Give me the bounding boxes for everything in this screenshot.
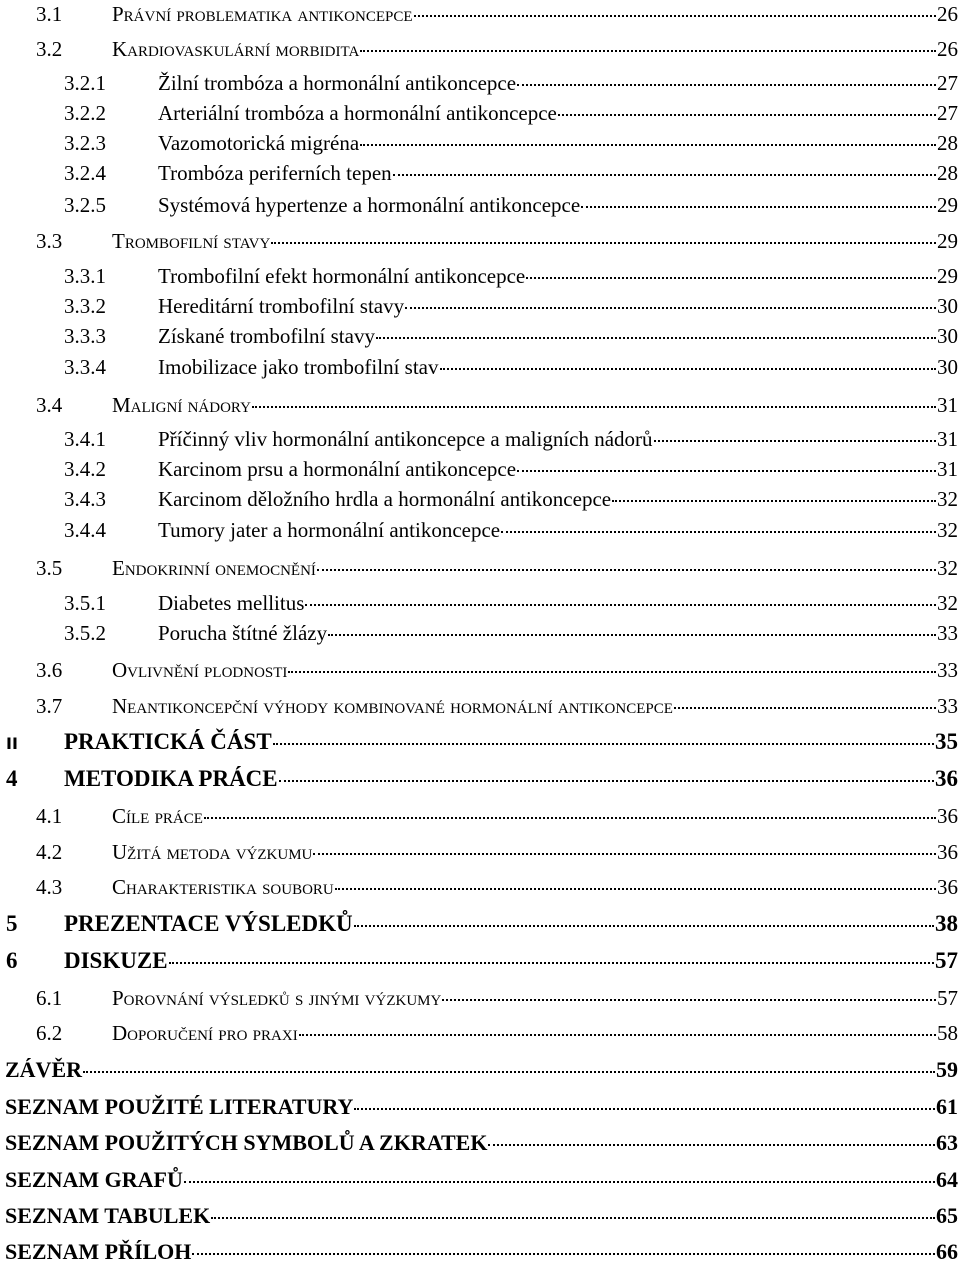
entry-page: 59 xyxy=(936,1057,958,1082)
toc-entry[interactable] xyxy=(0,875,958,900)
entry-page: 57 xyxy=(935,948,958,973)
entry-page: 30 xyxy=(937,355,958,379)
entry-page: 66 xyxy=(936,1239,958,1264)
entry-number: 3.2.3 xyxy=(64,131,106,155)
dot-leader xyxy=(299,1034,936,1036)
entry-number: 3.4.3 xyxy=(64,487,106,511)
entry-page: 33 xyxy=(937,621,958,645)
entry-number: 3.2.2 xyxy=(64,101,106,125)
entry-page: 36 xyxy=(937,840,958,864)
toc-entry[interactable] xyxy=(0,621,958,646)
entry-page: 30 xyxy=(937,294,958,318)
dot-leader xyxy=(279,780,934,782)
toc-entry[interactable] xyxy=(0,1130,958,1156)
entry-page: 29 xyxy=(937,264,958,288)
entry-number: 5 xyxy=(6,911,18,936)
entry-title: METODIKA PRÁCE xyxy=(64,766,278,791)
entry-number: 3.4 xyxy=(36,393,63,417)
entry-title: Získané trombofilní stavy xyxy=(158,324,375,348)
dot-leader xyxy=(313,853,936,855)
entry-page: 26 xyxy=(937,2,958,26)
toc-entry[interactable] xyxy=(0,556,958,581)
toc-entry[interactable] xyxy=(0,393,958,418)
entry-page: 26 xyxy=(937,37,958,61)
toc-entry[interactable] xyxy=(0,986,958,1011)
entry-number: II xyxy=(6,734,18,753)
dot-leader xyxy=(305,604,936,606)
entry-title: Užitá metoda výzkumu xyxy=(112,840,313,864)
dot-leader xyxy=(558,114,936,116)
entry-page: 31 xyxy=(937,393,958,417)
entry-page: 32 xyxy=(937,556,958,580)
dot-leader xyxy=(328,634,936,636)
entry-page: 36 xyxy=(935,766,958,791)
toc-entry[interactable] xyxy=(0,1094,958,1120)
entry-title: SEZNAM GRAFŮ xyxy=(5,1167,183,1192)
dot-leader xyxy=(440,368,936,370)
dot-leader xyxy=(654,440,936,442)
entry-page: 32 xyxy=(937,591,958,615)
entry-page: 57 xyxy=(937,986,958,1010)
entry-title: Imobilizace jako trombofilní stav xyxy=(158,355,439,379)
entry-title: Doporučení pro praxi xyxy=(112,1021,298,1045)
toc-entry[interactable] xyxy=(0,294,958,319)
entry-title: Charakteristika souboru xyxy=(112,875,334,899)
entry-page: 58 xyxy=(937,1021,958,1045)
dot-leader xyxy=(517,84,936,86)
toc-entry[interactable] xyxy=(0,1057,958,1083)
toc-entry[interactable] xyxy=(0,1203,958,1229)
toc-entry[interactable] xyxy=(0,591,958,616)
entry-page: 64 xyxy=(936,1167,958,1192)
entry-title: PREZENTACE VÝSLEDKŮ xyxy=(64,911,353,936)
entry-title: SEZNAM PŘÍLOH xyxy=(5,1239,192,1264)
dot-leader xyxy=(376,337,936,339)
toc-entry[interactable] xyxy=(0,804,958,829)
entry-number: 3.4.1 xyxy=(64,427,106,451)
toc-entry[interactable] xyxy=(0,518,958,543)
entry-number: 3.1 xyxy=(36,2,63,26)
entry-title: Trombofilní efekt hormonální antikoncepce xyxy=(158,264,526,288)
toc-entry[interactable] xyxy=(0,911,958,937)
toc-entry[interactable] xyxy=(0,2,958,27)
dot-leader xyxy=(674,707,936,709)
dot-leader xyxy=(405,307,936,309)
entry-page: 30 xyxy=(937,324,958,348)
entry-number: 3.3 xyxy=(36,229,63,253)
toc-entry[interactable] xyxy=(0,193,958,218)
entry-number: 3.2.1 xyxy=(64,71,106,95)
entry-page: 31 xyxy=(937,427,958,451)
dot-leader xyxy=(517,470,936,472)
toc-entry[interactable] xyxy=(0,1167,958,1193)
entry-number: 3.5.2 xyxy=(64,621,106,645)
toc-entry[interactable] xyxy=(0,457,958,482)
entry-title: SEZNAM POUŽITÉ LITERATURY xyxy=(5,1094,354,1119)
dot-leader xyxy=(354,925,934,927)
dot-leader xyxy=(414,15,936,17)
dot-leader xyxy=(526,277,936,279)
toc-entry[interactable] xyxy=(0,71,958,96)
entry-number: 3.5 xyxy=(36,556,63,580)
entry-title: Endokrinní onemocnění xyxy=(112,556,316,580)
entry-number: 6 xyxy=(6,948,18,973)
entry-title: Žilní trombóza a hormonální antikoncepce xyxy=(158,71,517,95)
entry-number: 6.1 xyxy=(36,986,63,1010)
entry-title: Vazomotorická migréna xyxy=(158,131,360,155)
entry-number: 3.3.1 xyxy=(64,264,106,288)
dot-leader xyxy=(360,144,936,146)
entry-title: Neantikoncepční výhody kombinované hormonální antikoncepce xyxy=(112,694,673,718)
dot-leader xyxy=(442,999,936,1001)
entry-number: 4.2 xyxy=(36,840,63,864)
entry-page: 38 xyxy=(935,911,958,936)
entry-page: 63 xyxy=(936,1130,958,1155)
entry-title: Porovnání výsledků s jinými výzkumy xyxy=(112,986,442,1010)
toc-entry[interactable] xyxy=(0,1239,958,1265)
entry-page: 28 xyxy=(937,131,958,155)
entry-number: 3.6 xyxy=(36,658,63,682)
entry-title: Systémová hypertenze a hormonální antikoncepce xyxy=(158,193,581,217)
entry-title: Tumory jater a hormonální antikoncepce xyxy=(158,518,501,542)
entry-number: 3.2 xyxy=(36,37,63,61)
entry-title: Ovlivnění plodnosti xyxy=(112,658,288,682)
entry-page: 35 xyxy=(935,729,958,754)
toc-entry[interactable] xyxy=(0,427,958,452)
toc-entry[interactable] xyxy=(0,658,958,683)
dot-leader xyxy=(83,1071,935,1073)
dot-leader xyxy=(273,743,934,745)
toc-entry[interactable] xyxy=(0,487,958,512)
entry-title: Právní problematika antikoncepce xyxy=(112,2,413,26)
entry-number: 3.2.5 xyxy=(64,193,106,217)
dot-leader xyxy=(335,888,936,890)
entry-title: Trombofilní stavy xyxy=(112,229,271,253)
entry-title: Arteriální trombóza a hormonální antikoncepce xyxy=(158,101,557,125)
dot-leader xyxy=(204,817,936,819)
entry-title: Maligní nádory xyxy=(112,393,251,417)
entry-number: 3.5.1 xyxy=(64,591,106,615)
toc-entry[interactable] xyxy=(0,1021,958,1046)
toc-entry[interactable] xyxy=(0,355,958,380)
entry-title: ZÁVĚR xyxy=(5,1057,83,1082)
entry-page: 27 xyxy=(937,71,958,95)
entry-title: Karcinom prsu a hormonální antikoncepce xyxy=(158,457,517,481)
toc-entry[interactable] xyxy=(0,131,958,156)
entry-title: Diabetes mellitus xyxy=(158,591,305,615)
entry-page: 65 xyxy=(936,1203,958,1228)
dot-leader xyxy=(317,569,936,571)
toc-entry[interactable] xyxy=(0,694,958,719)
toc-entry[interactable] xyxy=(0,101,958,126)
entry-page: 33 xyxy=(937,658,958,682)
toc-entry[interactable] xyxy=(0,766,958,792)
entry-number: 3.3.3 xyxy=(64,324,106,348)
entry-page: 61 xyxy=(936,1094,958,1119)
entry-title: Karcinom děložního hrdla a hormonální antikoncepce xyxy=(158,487,612,511)
entry-page: 29 xyxy=(937,193,958,217)
dot-leader xyxy=(271,242,936,244)
entry-title: Kardiovaskulární morbidita xyxy=(112,37,360,61)
entry-number: 6.2 xyxy=(36,1021,63,1045)
dot-leader xyxy=(354,1108,935,1110)
entry-number: 3.4.2 xyxy=(64,457,106,481)
entry-page: 36 xyxy=(937,875,958,899)
dot-leader xyxy=(169,962,934,964)
dot-leader xyxy=(211,1217,935,1219)
entry-number: 3.2.4 xyxy=(64,161,106,185)
entry-title: Cíle práce xyxy=(112,804,203,828)
entry-page: 31 xyxy=(937,457,958,481)
entry-title: Porucha štítné žlázy xyxy=(158,621,328,645)
entry-number: 3.3.2 xyxy=(64,294,106,318)
dot-leader xyxy=(488,1144,935,1146)
entry-page: 32 xyxy=(937,487,958,511)
toc-entry[interactable] xyxy=(0,229,958,254)
toc-entry[interactable] xyxy=(0,840,958,865)
entry-number: 4.1 xyxy=(36,804,63,828)
toc-entry[interactable] xyxy=(0,264,958,289)
entry-page: 33 xyxy=(937,694,958,718)
entry-title: PRAKTICKÁ ČÁST xyxy=(64,729,272,754)
dot-leader xyxy=(501,531,936,533)
entry-number: 3.3.4 xyxy=(64,355,106,379)
entry-number: 4.3 xyxy=(36,875,63,899)
entry-title: SEZNAM TABULEK xyxy=(5,1203,211,1228)
entry-title: Příčinný vliv hormonální antikoncepce a maligních nádorů xyxy=(158,427,653,451)
entry-title: Trombóza periferních tepen xyxy=(158,161,392,185)
toc-entry[interactable] xyxy=(0,324,958,349)
entry-page: 36 xyxy=(937,804,958,828)
dot-leader xyxy=(393,174,936,176)
entry-number: 4 xyxy=(6,766,18,791)
entry-page: 32 xyxy=(937,518,958,542)
dot-leader xyxy=(192,1253,935,1255)
entry-title: SEZNAM POUŽITÝCH SYMBOLŮ A ZKRATEK xyxy=(5,1130,488,1155)
toc-entry[interactable] xyxy=(0,729,958,755)
dot-leader xyxy=(360,50,936,52)
entry-title: Hereditární trombofilní stavy xyxy=(158,294,405,318)
entry-page: 28 xyxy=(937,161,958,185)
dot-leader xyxy=(252,406,936,408)
entry-page: 27 xyxy=(937,101,958,125)
entry-page: 29 xyxy=(937,229,958,253)
dot-leader xyxy=(184,1181,935,1183)
entry-title: DISKUZE xyxy=(64,948,168,973)
toc-entry[interactable] xyxy=(0,948,958,974)
dot-leader xyxy=(581,206,936,208)
entry-number: 3.4.4 xyxy=(64,518,106,542)
entry-number: 3.7 xyxy=(36,694,63,718)
dot-leader xyxy=(288,671,936,673)
dot-leader xyxy=(612,500,936,502)
toc-entry[interactable] xyxy=(0,37,958,62)
toc-entry[interactable] xyxy=(0,161,958,186)
